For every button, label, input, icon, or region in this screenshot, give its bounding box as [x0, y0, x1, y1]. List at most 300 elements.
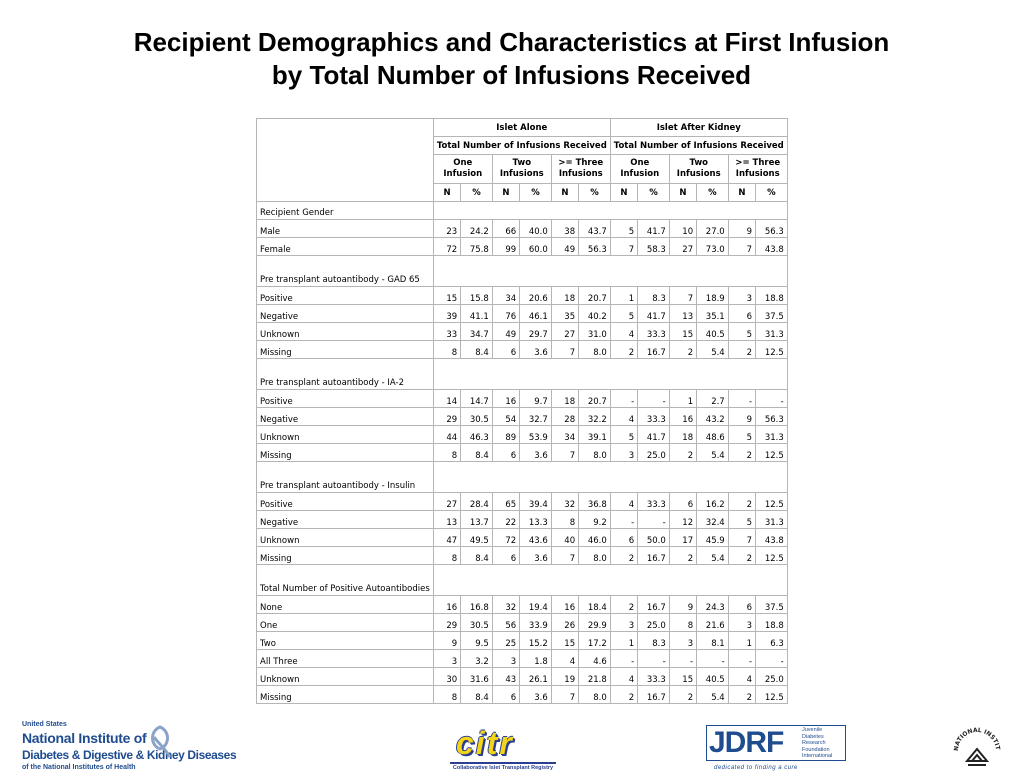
cell-n: 44: [433, 426, 460, 444]
cell-pct: 40.5: [697, 323, 729, 341]
infusion-header: Two Infusions: [669, 155, 728, 184]
cell-n: 7: [551, 444, 578, 462]
cell-pct: 31.3: [756, 323, 788, 341]
subgroup-header: Total Number of Infusions Received: [610, 137, 787, 155]
footer-logos: [0, 715, 1023, 780]
table-row: [257, 529, 788, 547]
jdrf-logo: [706, 725, 846, 777]
cell-pct: 31.3: [756, 426, 788, 444]
cell-pct: 43.6: [520, 529, 552, 547]
cell-n: 4: [610, 493, 637, 511]
jdrf-small-line: Juvenile: [802, 727, 823, 733]
cell-n: 99: [492, 238, 519, 256]
niddk-logo: [22, 721, 252, 773]
cell-n: 3: [728, 287, 755, 305]
cell-pct: 25.0: [638, 614, 670, 632]
cell-pct: 53.9: [520, 426, 552, 444]
cell-n: 8: [433, 686, 460, 704]
table-row: [257, 408, 788, 426]
cell-n: 15: [433, 287, 460, 305]
cell-n: 9: [728, 220, 755, 238]
cell-pct: 3.6: [520, 444, 552, 462]
cell-n: 10: [669, 220, 696, 238]
cell-pct: -: [638, 390, 670, 408]
cell-n: 6: [669, 493, 696, 511]
nih-seal-icon: [950, 721, 1004, 775]
table-row: [257, 686, 788, 704]
cell-pct: 8.0: [579, 341, 611, 359]
cell-pct: 31.0: [579, 323, 611, 341]
cell-n: 7: [551, 686, 578, 704]
table-row: [257, 596, 788, 614]
cell-pct: 15.8: [461, 287, 493, 305]
cell-pct: 34.7: [461, 323, 493, 341]
cell-pct: 37.5: [756, 596, 788, 614]
row-label: Positive: [257, 493, 434, 511]
cell-pct: 8.4: [461, 444, 493, 462]
cell-pct: 3.6: [520, 547, 552, 565]
cell-pct: 13.7: [461, 511, 493, 529]
row-label: One: [257, 614, 434, 632]
cell-n: 4: [610, 408, 637, 426]
cell-n: 8: [433, 547, 460, 565]
row-label: Missing: [257, 444, 434, 462]
cell-n: 6: [492, 341, 519, 359]
cell-n: 32: [492, 596, 519, 614]
cell-pct: -: [638, 511, 670, 529]
cell-n: 72: [433, 238, 460, 256]
table-row: [257, 547, 788, 565]
section-blank: [433, 359, 787, 390]
col-header-pct: %: [461, 184, 493, 202]
cell-n: 28: [551, 408, 578, 426]
cell-pct: 16.7: [638, 686, 670, 704]
cell-pct: 5.4: [697, 444, 729, 462]
cell-n: 3: [610, 614, 637, 632]
cell-n: 30: [433, 668, 460, 686]
row-label: Unknown: [257, 323, 434, 341]
cell-n: 29: [433, 408, 460, 426]
slide-title: [0, 26, 1023, 92]
row-label: Unknown: [257, 426, 434, 444]
cell-n: 23: [433, 220, 460, 238]
cell-pct: 9.7: [520, 390, 552, 408]
cell-pct: 75.8: [461, 238, 493, 256]
row-label: Negative: [257, 511, 434, 529]
cell-pct: 56.3: [756, 408, 788, 426]
cell-pct: 33.3: [638, 323, 670, 341]
cell-n: 2: [610, 341, 637, 359]
cell-pct: 30.5: [461, 614, 493, 632]
cell-pct: 40.0: [520, 220, 552, 238]
cell-n: 40: [551, 529, 578, 547]
svg-text:NATIONAL INSTITUTES OF HEALTH: NATIONAL INSTIT: [952, 726, 1002, 752]
cell-n: 2: [669, 547, 696, 565]
cell-pct: 33.3: [638, 493, 670, 511]
cell-n: 12: [669, 511, 696, 529]
cell-pct: 18.8: [756, 614, 788, 632]
cell-pct: 8.0: [579, 547, 611, 565]
cell-pct: 16.2: [697, 493, 729, 511]
cell-pct: 29.9: [579, 614, 611, 632]
cell-pct: 15.2: [520, 632, 552, 650]
section-blank: [433, 202, 787, 220]
cell-pct: 8.0: [579, 686, 611, 704]
cell-pct: 43.2: [697, 408, 729, 426]
cell-n: 6: [492, 547, 519, 565]
section-row: [257, 256, 788, 287]
cell-n: -: [610, 511, 637, 529]
row-label: Unknown: [257, 668, 434, 686]
row-label: Negative: [257, 408, 434, 426]
cell-pct: 43.8: [756, 238, 788, 256]
citr-logo: [450, 725, 556, 775]
cell-n: 4: [610, 323, 637, 341]
cell-n: 8: [551, 511, 578, 529]
cell-n: 1: [610, 287, 637, 305]
cell-n: 49: [492, 323, 519, 341]
cell-pct: 26.1: [520, 668, 552, 686]
cell-n: -: [610, 390, 637, 408]
cell-n: 18: [669, 426, 696, 444]
cell-n: 2: [728, 493, 755, 511]
cell-n: 56: [492, 614, 519, 632]
cell-pct: 41.1: [461, 305, 493, 323]
cell-pct: -: [756, 650, 788, 668]
cell-pct: 1.8: [520, 650, 552, 668]
cell-n: 8: [433, 444, 460, 462]
cell-pct: 20.6: [520, 287, 552, 305]
cell-pct: 56.3: [579, 238, 611, 256]
cell-n: 76: [492, 305, 519, 323]
table-row: [257, 323, 788, 341]
col-header-n: N: [433, 184, 460, 202]
cell-n: 2: [610, 596, 637, 614]
cell-n: 27: [669, 238, 696, 256]
jdrf-logo-word: JDRF: [709, 726, 784, 759]
cell-n: 3: [669, 632, 696, 650]
cell-pct: 58.3: [638, 238, 670, 256]
table-row: [257, 390, 788, 408]
cell-n: 33: [433, 323, 460, 341]
cell-pct: 17.2: [579, 632, 611, 650]
cell-pct: 29.7: [520, 323, 552, 341]
cell-n: 9: [728, 408, 755, 426]
cell-n: 15: [669, 668, 696, 686]
row-label: Female: [257, 238, 434, 256]
citr-logo-word: citr: [456, 725, 514, 761]
title-line-2: by Total Number of Infusions Received: [271, 60, 752, 90]
table-row: [257, 238, 788, 256]
cell-n: 66: [492, 220, 519, 238]
cell-n: 34: [551, 426, 578, 444]
cell-n: 2: [728, 686, 755, 704]
cell-n: 13: [669, 305, 696, 323]
jdrf-small-line: Diabetes: [802, 733, 824, 740]
cell-pct: 43.8: [756, 529, 788, 547]
cell-pct: 5.4: [697, 547, 729, 565]
cell-pct: 19.4: [520, 596, 552, 614]
niddk-logo-line: United States: [22, 721, 67, 728]
cell-n: 49: [551, 238, 578, 256]
cell-pct: 12.5: [756, 547, 788, 565]
col-header-n: N: [728, 184, 755, 202]
infusion-header: Two Infusions: [492, 155, 551, 184]
row-label: Male: [257, 220, 434, 238]
cell-pct: 12.5: [756, 686, 788, 704]
cell-n: 39: [433, 305, 460, 323]
cell-pct: 12.5: [756, 341, 788, 359]
cell-pct: 37.5: [756, 305, 788, 323]
cell-n: 47: [433, 529, 460, 547]
cell-n: 5: [610, 220, 637, 238]
cell-n: 7: [728, 529, 755, 547]
cell-n: 7: [728, 238, 755, 256]
cell-n: 2: [728, 341, 755, 359]
cell-pct: 18.9: [697, 287, 729, 305]
cell-pct: 48.6: [697, 426, 729, 444]
cell-pct: 32.4: [697, 511, 729, 529]
cell-pct: 21.8: [579, 668, 611, 686]
cell-n: 34: [492, 287, 519, 305]
cell-pct: 32.7: [520, 408, 552, 426]
cell-pct: 31.3: [756, 511, 788, 529]
cell-pct: 41.7: [638, 426, 670, 444]
cell-pct: 21.6: [697, 614, 729, 632]
group-header-islet-after-kidney: Islet After Kidney: [610, 119, 787, 137]
section-row: [257, 565, 788, 596]
cell-pct: 41.7: [638, 305, 670, 323]
col-header-n: N: [610, 184, 637, 202]
cell-n: 4: [728, 668, 755, 686]
citr-logo-subtitle: Collaborative Islet Transplant Registry: [452, 765, 554, 771]
cell-n: 3: [492, 650, 519, 668]
infusion-header: >= Three Infusions: [551, 155, 610, 184]
cell-n: 2: [610, 686, 637, 704]
cell-pct: 73.0: [697, 238, 729, 256]
cell-n: 72: [492, 529, 519, 547]
cell-n: 7: [551, 547, 578, 565]
cell-pct: 33.3: [638, 408, 670, 426]
cell-n: 8: [669, 614, 696, 632]
cell-n: 9: [433, 632, 460, 650]
cell-n: 18: [551, 287, 578, 305]
cell-pct: 16.7: [638, 547, 670, 565]
cell-pct: 16.7: [638, 341, 670, 359]
table-row: [257, 220, 788, 238]
col-header-n: N: [551, 184, 578, 202]
cell-n: 19: [551, 668, 578, 686]
cell-n: -: [728, 650, 755, 668]
cell-pct: 20.7: [579, 390, 611, 408]
cell-n: 5: [728, 426, 755, 444]
cell-pct: 24.2: [461, 220, 493, 238]
section-label: Pre transplant autoantibody - GAD 65: [257, 256, 434, 287]
cell-pct: 20.7: [579, 287, 611, 305]
col-header-pct: %: [638, 184, 670, 202]
cell-n: 9: [669, 596, 696, 614]
cell-n: 6: [728, 305, 755, 323]
section-row: [257, 359, 788, 390]
cell-n: 3: [728, 614, 755, 632]
table-row: [257, 511, 788, 529]
cell-pct: 45.9: [697, 529, 729, 547]
cell-pct: 60.0: [520, 238, 552, 256]
subgroup-header: Total Number of Infusions Received: [433, 137, 610, 155]
jdrf-logo-tagline: dedicated to finding a cure: [714, 765, 798, 771]
cell-pct: 12.5: [756, 444, 788, 462]
row-label: All Three: [257, 650, 434, 668]
cell-pct: 5.4: [697, 341, 729, 359]
cell-n: 22: [492, 511, 519, 529]
cell-n: 18: [551, 390, 578, 408]
cell-pct: 35.1: [697, 305, 729, 323]
cell-pct: 40.2: [579, 305, 611, 323]
col-header-pct: %: [520, 184, 552, 202]
niddk-logo-line: National Institute of: [22, 730, 147, 746]
cell-n: 16: [433, 596, 460, 614]
cell-pct: 16.7: [638, 596, 670, 614]
table-row: [257, 493, 788, 511]
cell-n: 7: [551, 341, 578, 359]
cell-pct: 3.6: [520, 341, 552, 359]
row-label: Positive: [257, 287, 434, 305]
cell-n: 2: [669, 686, 696, 704]
col-header-n: N: [669, 184, 696, 202]
cell-n: 4: [551, 650, 578, 668]
niddk-emblem-icon: [140, 723, 180, 763]
cell-pct: 16.8: [461, 596, 493, 614]
cell-n: 5: [610, 426, 637, 444]
table-row: [257, 341, 788, 359]
cell-n: 6: [728, 596, 755, 614]
infusion-header: One Infusion: [610, 155, 669, 184]
cell-pct: 56.3: [756, 220, 788, 238]
cell-pct: 2.7: [697, 390, 729, 408]
cell-n: 15: [551, 632, 578, 650]
niddk-logo-line: Diabetes & Digestive & Kidney Diseases: [22, 748, 237, 762]
cell-pct: -: [697, 650, 729, 668]
cell-n: 5: [728, 323, 755, 341]
cell-n: 2: [610, 547, 637, 565]
cell-n: 1: [610, 632, 637, 650]
cell-n: 6: [492, 444, 519, 462]
cell-pct: -: [638, 650, 670, 668]
section-label: Recipient Gender: [257, 202, 434, 220]
cell-pct: 40.5: [697, 668, 729, 686]
cell-pct: 41.7: [638, 220, 670, 238]
cell-n: -: [728, 390, 755, 408]
table-row: [257, 632, 788, 650]
cell-n: 54: [492, 408, 519, 426]
cell-pct: 46.1: [520, 305, 552, 323]
cell-pct: 5.4: [697, 686, 729, 704]
cell-n: 14: [433, 390, 460, 408]
cell-n: 7: [610, 238, 637, 256]
cell-pct: 32.2: [579, 408, 611, 426]
cell-pct: 8.4: [461, 547, 493, 565]
jdrf-small-line: Research: [802, 740, 826, 746]
cell-n: 38: [551, 220, 578, 238]
section-blank: [433, 256, 787, 287]
cell-n: 2: [728, 444, 755, 462]
cell-n: 3: [433, 650, 460, 668]
cell-n: 43: [492, 668, 519, 686]
col-header-pct: %: [756, 184, 788, 202]
section-row: [257, 462, 788, 493]
cell-pct: 39.4: [520, 493, 552, 511]
cell-pct: 12.5: [756, 493, 788, 511]
cell-n: 27: [433, 493, 460, 511]
cell-pct: 8.4: [461, 686, 493, 704]
cell-n: 7: [669, 287, 696, 305]
jdrf-small-line: Foundation: [802, 746, 830, 753]
table-row: [257, 426, 788, 444]
cell-pct: 49.5: [461, 529, 493, 547]
row-label: Missing: [257, 341, 434, 359]
cell-pct: 46.3: [461, 426, 493, 444]
title-line-1: Recipient Demographics and Characteristics at First Infusion: [133, 27, 890, 57]
cell-pct: 8.0: [579, 444, 611, 462]
section-label: Pre transplant autoantibody - Insulin: [257, 462, 434, 493]
jdrf-small-line: International: [802, 753, 833, 759]
cell-pct: 9.2: [579, 511, 611, 529]
jdrf-logo-small-text: [802, 727, 832, 760]
cell-n: 16: [669, 408, 696, 426]
cell-pct: -: [756, 390, 788, 408]
cell-pct: 30.5: [461, 408, 493, 426]
row-label: Unknown: [257, 529, 434, 547]
cell-pct: 8.1: [697, 632, 729, 650]
row-label: Missing: [257, 547, 434, 565]
niddk-logo-line: of the National Institutes of Health: [22, 764, 136, 771]
section-label: Pre transplant autoantibody - IA-2: [257, 359, 434, 390]
cell-pct: 3.2: [461, 650, 493, 668]
row-label: Missing: [257, 686, 434, 704]
section-row: [257, 202, 788, 220]
col-header-n: N: [492, 184, 519, 202]
cell-n: 26: [551, 614, 578, 632]
cell-n: 5: [610, 305, 637, 323]
cell-n: 13: [433, 511, 460, 529]
col-header-pct: %: [579, 184, 611, 202]
cell-pct: 8.3: [638, 287, 670, 305]
cell-n: 2: [669, 341, 696, 359]
cell-pct: 14.7: [461, 390, 493, 408]
cell-pct: 33.3: [638, 668, 670, 686]
cell-pct: 13.3: [520, 511, 552, 529]
cell-pct: 18.8: [756, 287, 788, 305]
cell-n: 2: [669, 444, 696, 462]
cell-n: 3: [610, 444, 637, 462]
cell-pct: 18.4: [579, 596, 611, 614]
demographics-table: [256, 118, 788, 704]
cell-n: 25: [492, 632, 519, 650]
cell-pct: 8.4: [461, 341, 493, 359]
cell-pct: 31.6: [461, 668, 493, 686]
row-label: None: [257, 596, 434, 614]
cell-n: 16: [492, 390, 519, 408]
group-header-islet-alone: Islet Alone: [433, 119, 610, 137]
cell-pct: 9.5: [461, 632, 493, 650]
cell-n: 32: [551, 493, 578, 511]
cell-pct: 43.7: [579, 220, 611, 238]
table-row: [257, 444, 788, 462]
section-label: Total Number of Positive Autoantibodies: [257, 565, 434, 596]
cell-n: 27: [551, 323, 578, 341]
cell-n: 1: [728, 632, 755, 650]
cell-pct: 6.3: [756, 632, 788, 650]
